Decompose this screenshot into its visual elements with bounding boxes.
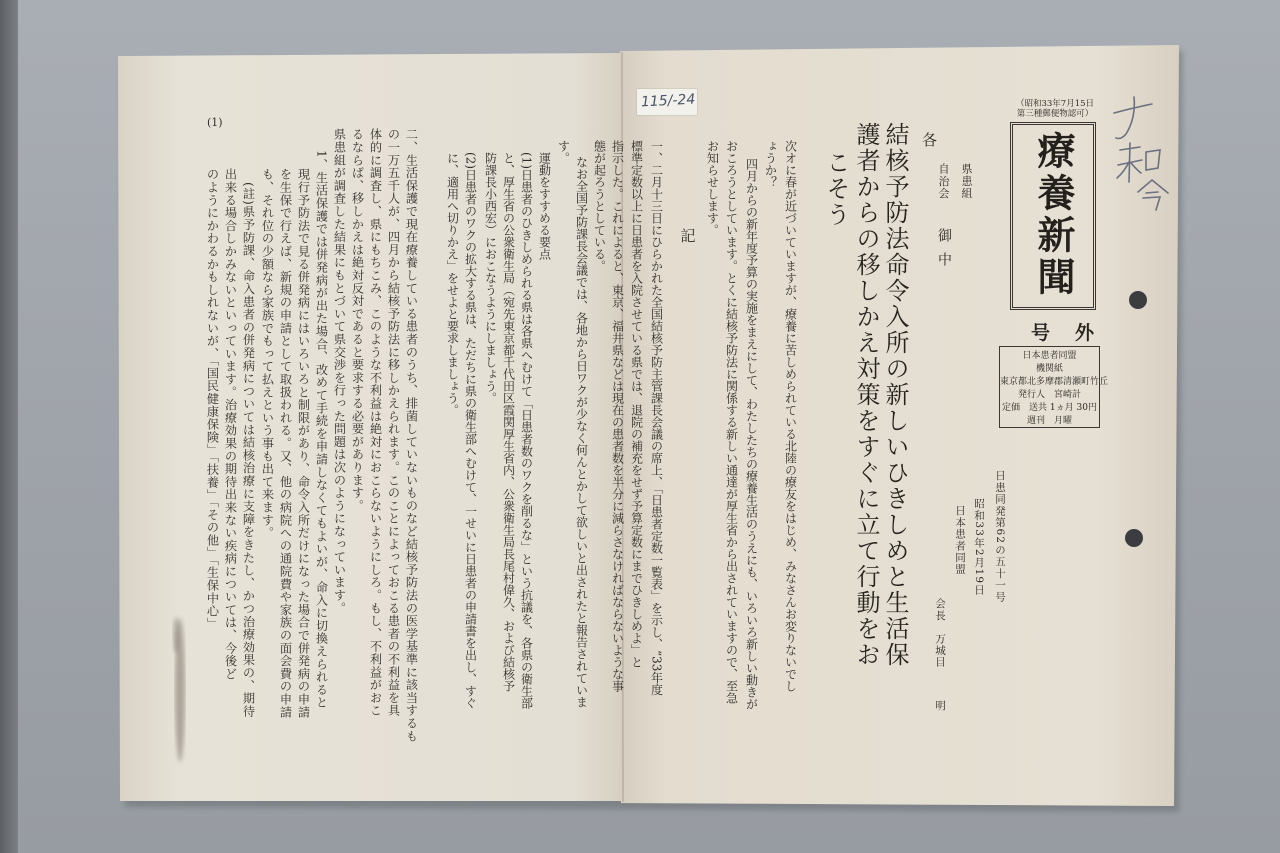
body-column: 四月からの新年度予算の実施をまえにして、わたしたちの療養生活のうえにも、いろいろ新しい動きが (744, 158, 759, 710)
body-column: ょうか？ (763, 140, 778, 188)
reference-date: 昭和33年2月19日 (973, 498, 985, 596)
addressee-group: 自治会 (937, 163, 950, 200)
body-column: 二、生活保護で現在療養している患者のうち、排菌していないものなど結核予防法の医学基準に該当するも (404, 128, 419, 743)
publisher-line: 日本患者同盟 (1022, 351, 1077, 361)
body-column: 1、生活保護では併発病が出た場合、改めて手続を申請しなくてもよいが、命入に切換えられると (314, 150, 329, 709)
body-column: お知らせします。 (705, 140, 720, 236)
reference-number: 日患同発第62の五十一号 (994, 470, 1006, 603)
body-column: 体的に調査し、県にもちこみ、このような不利益は絶対におこらないようにしろ。もし、不利益がおこ (368, 128, 383, 717)
addressee-prefix: 各 (920, 132, 938, 149)
punch-hole (1125, 529, 1143, 547)
masthead-title-box (1010, 122, 1096, 310)
body-column: 防課長小西宏）におこなうようにしましょう。 (483, 152, 498, 404)
addressee-group: 県患組 (960, 163, 973, 200)
permit-line: 第三種郵便物認可） (1016, 109, 1094, 119)
headline-line: こそう (822, 150, 850, 228)
body-column: 指示した。これによると、東京、福井県などは現在の患者数を半分に減らさなければならないような事 (610, 140, 625, 692)
body-column: も、それ位の少額なら家族でもって払えという事も出て来ます。 (260, 168, 275, 540)
body-column: 一、二月十三日にひらかれた全国結核予防主管課長会議の席上、「日患者定数一覧表」を示し、“33年度 (649, 140, 664, 696)
body-column: 現行予防法で見る併発病にはいろいろと制限があり、命令入所だけになった場合で併発病の申請 (296, 168, 311, 719)
newspaper-title: 療養新聞 (1031, 131, 1076, 299)
body-column: と、厚生省の公衆衛生局（宛先東京都千代田区霞関厚生省内、公衆衛生局長尾村偉久、および結核予 (501, 152, 516, 692)
body-column: 次オに春が近づいていますが、療養に苦しめられている北陸の療友をはじめ、みなさんお変りないでし (783, 140, 798, 692)
publisher-line: 定価 送共 1ヵ月 30円 (1002, 403, 1097, 413)
body-column: に、適用へ切りかえ」をせよと要求しましょう。 (445, 152, 460, 416)
catalog-number: 115/-24 (640, 91, 696, 111)
page-number: (1) (207, 116, 223, 129)
addressee-suffix: 御中 (936, 228, 952, 276)
publisher-line: 週刊 月曜 (1026, 416, 1072, 426)
signatory: 会長 万城目 (934, 598, 946, 669)
body-column: るならば、移しかえは絶対反対であると要求する必要があります。 (350, 128, 365, 512)
punch-hole (1129, 291, 1147, 309)
body-column: 県患組が調査した結果にもとづいて県交渉を行った問題は次のようになっています。 (332, 128, 347, 615)
body-column: 態が起ろうとしている。 (592, 140, 607, 272)
body-column: (2)日患者のワクの拡大する県は、ただちに県の衛生部へむけて、一せいに日患者の申請書を出し、すぐ (463, 152, 478, 709)
publisher-line: 東京都北多摩郡清瀬町竹丘 (1000, 377, 1109, 387)
ink-smudge (173, 617, 179, 653)
body-column: なお全国予防課長会議では、各地から日ワクが少なく何んとかして欲しいと出されたと報告されていま (574, 156, 589, 708)
publisher-line: 機関紙 (1035, 364, 1063, 374)
body-column: おころうとしています。とくに結核予防法に関係する新しい通達が厚生省から出されていますので、至急 (724, 140, 739, 704)
section-heading: 運動をすすめる要点 (537, 152, 552, 260)
body-column: す。 (556, 140, 571, 164)
publisher-line: 発行人 宮崎計 (1017, 390, 1081, 400)
body-column: 標準定数以上に日患者を入院させている県では、退院の補充をせず予算定数にまでひきしめよ」と (629, 140, 644, 668)
body-column: のようにかわるかもしれないが、「国民健康保険」「扶養」「その他」「生保中心」 (205, 168, 220, 630)
body-column: を生保で行えば、新規の申請として取扱われる。又、他の病院への通院費や家族の面会費の申請 (278, 168, 293, 719)
headline-line: 結核予防法命令入所の新しいひきしめと生活保 (881, 122, 909, 668)
headline-line: 護者からの移しかえ対策をすぐに立て行動をお (852, 122, 880, 668)
section-mark: 記 (678, 228, 697, 243)
body-column: (1)日患者のひきしめられる県は各県へむけて「日患者数のワクを削るな」という抗議を、各県の衛生部 (519, 152, 534, 709)
body-column: 出来る場合しかみないといっています。治療効果の期待出来ない疾病については、今後ど (223, 168, 238, 680)
body-column: の一万五千人が、四月から結核予防法に移しかえられます。このことによっておこる患者の不利益を具 (386, 128, 401, 717)
catalog-label (637, 89, 697, 115)
permit-line: （昭和33年7月15日 (1015, 99, 1095, 109)
signatory-given-name: 明 (934, 700, 946, 712)
reference-organization: 日本患者同盟 (954, 505, 966, 576)
postal-permit (1003, 99, 1107, 119)
body-column: (註)県予防課、命入患者の併発病については結核治療に支障をきたし、かつ治療効果の、期待 (241, 182, 256, 718)
publisher-box (999, 346, 1109, 428)
edition-label: 号 外 (1030, 322, 1097, 344)
